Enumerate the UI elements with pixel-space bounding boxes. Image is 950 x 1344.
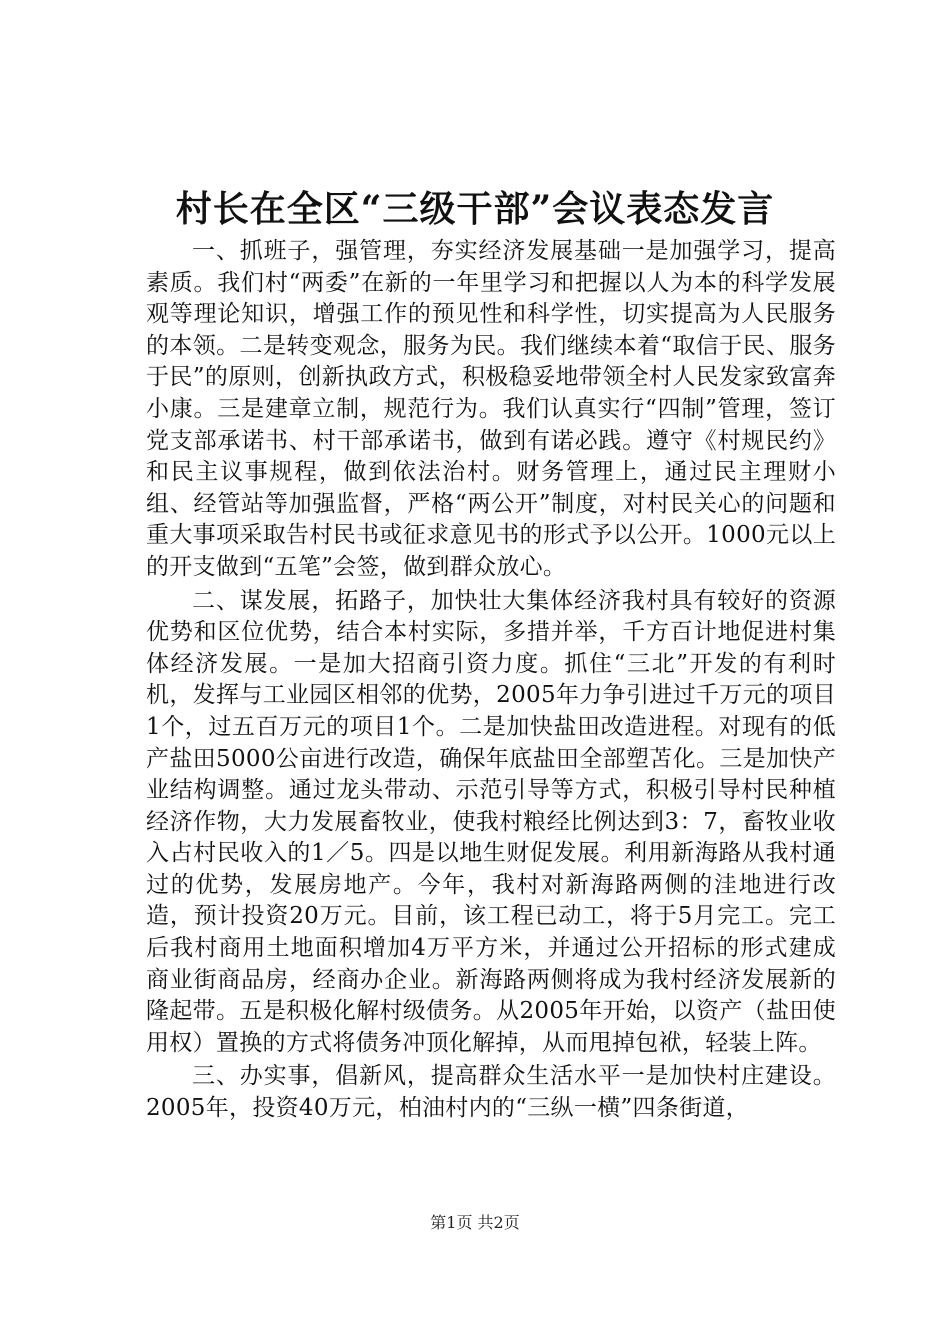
paragraph-2: 二、谋发展，拓路子，加快壮大集体经济我村具有较好的资源优势和区位优势，结合本村实际，多措并举，千方百计地促进村集体经济发展。一是加大招商引资力度。抓住“三北”开发的有利时机，发挥与工业园区相邻的优势，2005年力争引进过千万元的项目1个，过五百万元的项目1个。二是加快盐田改造进程。对现有的低产盐田5000公亩进行改造，确保年底盐田全部塑苫化。三是加快产业结构调整。通过龙头带动、示范引导等方式，积极引导村民种植经济作物，大力发展畜牧业，使我村粮经比例达到3：7，畜牧业收入占村民收入的1／5。四是以地生财促发展。利用新海路从我村通过的优势，发展房地产。今年，我村对新海路两侧的洼地进行改造，预计投资20万元。目前，该工程已动工，将于5月完工。完工后我村商用土地面积增加4万平方米，并通过公开招标的形式建成商业街商品房，经商办企业。新海路两侧将成为我村经济发展新的隆起带。五是积极化解村级债务。从2005年开始，以资产（盐田使用权）置换的方式将债务冲顶化解掉，从而甩掉包袱，轻装上阵。 (146, 587, 836, 1056)
paragraph-3: 三、办实事，倡新风，提高群众生活水平一是加快村庄建设。2005年，投资40万元，柏油村内的“三纵一横”四条街道， (146, 1063, 836, 1122)
document-title: 村长在全区“三级干部”会议表态发言 (175, 188, 775, 230)
paragraph-1: 一、抓班子，强管理，夯实经济发展基础一是加强学习，提高素质。我们村“两委”在新的一年里学习和把握以人为本的科学发展观等理论知识，增强工作的预见性和科学性，切实提高为人民服务的本领。二是转变观念，服务为民。我们继续本着“取信于民、服务于民”的原则，创新执政方式，积极稳妥地带领全村人民发家致富奔小康。三是建章立制，规范行为。我们认真实行“四制”管理，签订党支部承诺书、村干部承诺书，做到有诺必践。遵守《村规民约》和民主议事规程，做到依法治村。财务管理上，通过民主理财小组、经管站等加强监督，严格“两公开”制度，对村民关心的问题和重大事项采取告村民书或征求意见书的形式予以公开。1000元以上的开支做到“五笔”会签，做到群众放心。 (146, 238, 836, 580)
document-body (146, 236, 836, 1125)
page-footer: 第1页 共2页 (430, 1213, 520, 1232)
